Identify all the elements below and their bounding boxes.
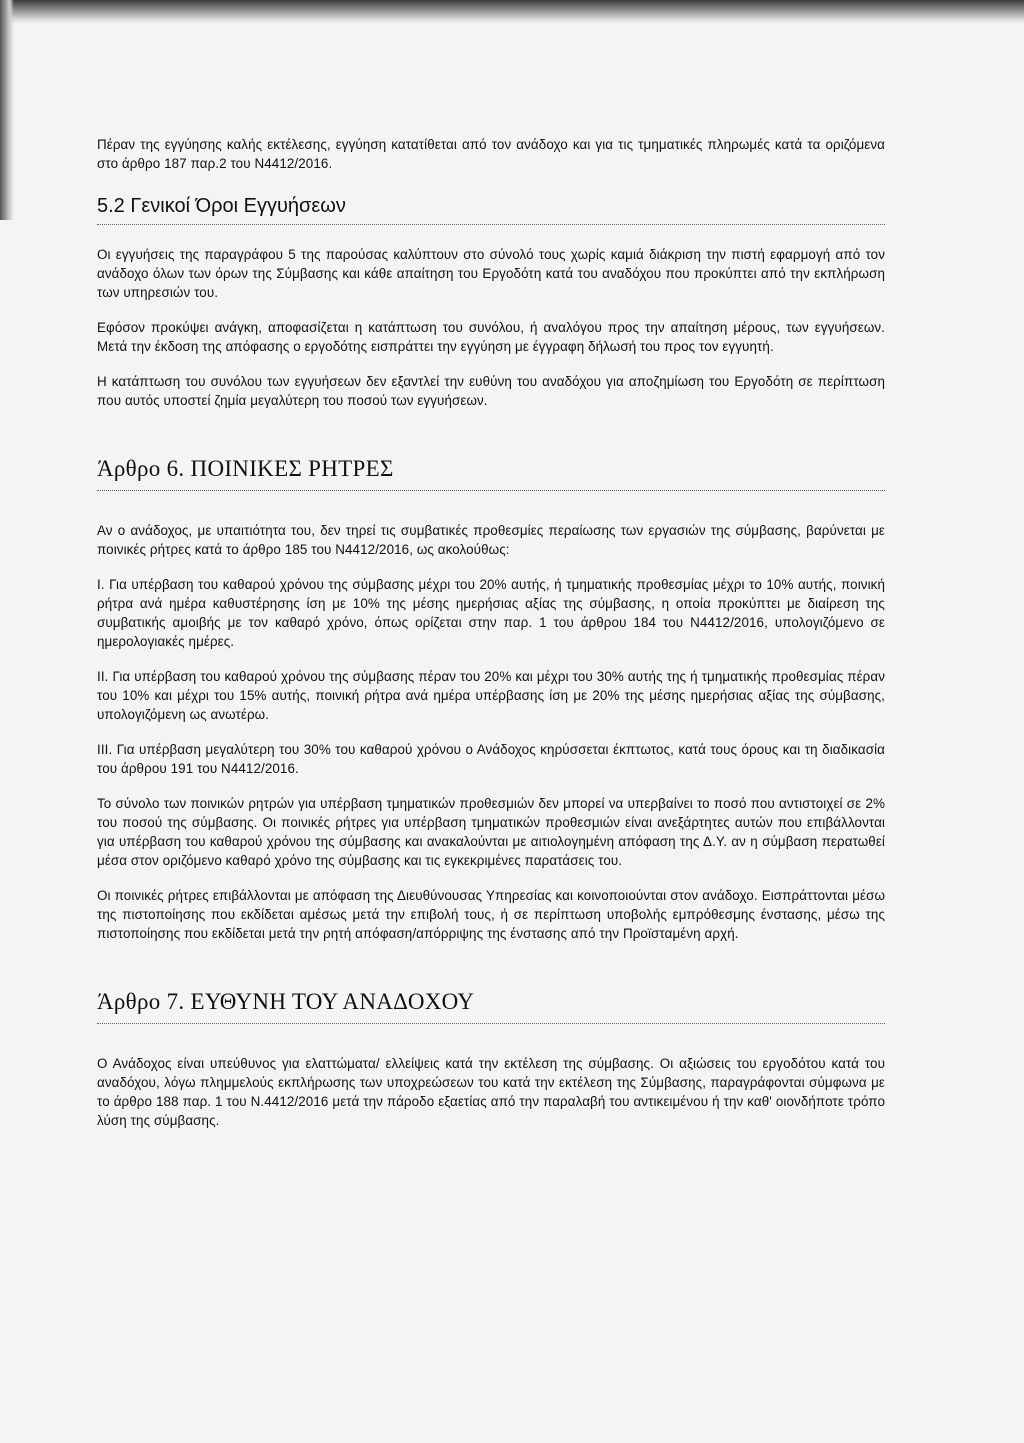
- article-heading-6: Άρθρο 6. ΠΟΙΝΙΚΕΣ ΡΗΤΡΕΣ: [97, 456, 885, 491]
- scan-border-left: [0, 0, 14, 220]
- clause-iii: ΙΙΙ. Για υπέρβαση μεγαλύτερη του 30% του καθαρού χρόνου ο Ανάδοχος κηρύσσεται έκπτωτος, κατά τους όρους και τη διαδικασία του άρθρου 191 του Ν4412/2016.: [97, 742, 885, 776]
- document-page: [97, 135, 885, 1146]
- paragraph: Οι εγγυήσεις της παραγράφου 5 της παρούσας καλύπτουν στο σύνολό τους χωρίς καμιά διάκριση την πιστή εφαρμογή από τον ανάδοχο όλων των όρων της Σύμβασης και κάθε απαίτηση του Εργοδότη κατά του αναδόχου που προκύπτει από την εκπλήρωση των υπηρεσιών του.: [97, 247, 885, 300]
- paragraph: Αν ο ανάδοχος, με υπαιτιότητα του, δεν τηρεί τις συμβατικές προθεσμίες περαίωσης των εργασιών της σύμβασης, βαρύνεται με ποινικές ρήτρες κατά το άρθρο 185 του Ν4412/2016, ως ακολούθως:: [97, 523, 885, 557]
- paragraph: Εφόσον προκύψει ανάγκη, αποφασίζεται η κατάπτωση του συνόλου, ή αναλόγου προς την απαίτηση μέρους, των εγγυήσεων. Μετά την έκδοση της απόφασης ο εργοδότης εισπράττει την εγγύηση με έγγραφη δήλωσή του προς τον εγγυητή.: [97, 320, 885, 354]
- paragraph: Οι ποινικές ρήτρες επιβάλλονται με απόφαση της Διευθύνουσας Υπηρεσίας και κοινοποιούνται στον ανάδοχο. Εισπράττονται μέσω της πιστοποίησης που εκδίδεται αμέσως μετά την επιβολή τους, ή σε περίπτωση υποβολής εμπρόθεσμης ένστασης, μέσω της πιστοποίησης που εκδίδεται μετά την ρητή απόφαση/απόρριψης της ένστασης από την Προϊσταμένη αρχή.: [97, 888, 885, 941]
- section-heading-5-2: 5.2 Γενικοί Όροι Εγγυήσεων: [97, 195, 885, 225]
- scan-border-top: [0, 0, 1024, 24]
- intro-paragraph: Πέραν της εγγύησης καλής εκτέλεσης, εγγύηση κατατίθεται από τον ανάδοχο και για τις τμηματικές πληρωμές κατά τα οριζόμενα στο άρθρο 187 παρ.2 του Ν4412/2016.: [97, 137, 885, 171]
- clause-i: Ι. Για υπέρβαση του καθαρού χρόνου της σύμβασης μέχρι του 20% αυτής, ή τμηματικής προθεσμίας μέχρι το 10% αυτής, ποινική ρήτρα ανά ημέρα καθυστέρησης ίση με 10% της μέσης ημερήσιας αξίας της σύμβασης, η οποία προκύπτει με διαίρεση της συμβατικής αμοιβής με τον καθαρό χρόνο, όπως ορίζεται στην παρ. 1 του άρθρου 184 του Ν4412/2016, υπολογιζόμενο σε ημερολογιακές ημέρες.: [97, 577, 885, 649]
- paragraph: Η κατάπτωση του συνόλου των εγγυήσεων δεν εξαντλεί την ευθύνη του αναδόχου για αποζημίωση του Εργοδότη σε περίπτωση που αυτός υποστεί ζημία μεγαλύτερη του ποσού των εγγυήσεων.: [97, 374, 885, 408]
- clause-ii: ΙΙ. Για υπέρβαση του καθαρού χρόνου της σύμβασης πέραν του 20% και μέχρι του 30% αυτής της ή τμηματικής προθεσμίας πέραν του 10% και μέχρι του 15% αυτής, ποινική ρήτρα ανά ημέρα υπέρβασης ίση με 20% της μέσης ημερήσιας αξίας της σύμβασης, υπολογιζόμενη ως ανωτέρω.: [97, 669, 885, 722]
- paragraph: Το σύνολο των ποινικών ρητρών για υπέρβαση τμηματικών προθεσμιών δεν μπορεί να υπερβαίνει το ποσό που αντιστοιχεί σε 2% του ποσού της σύμβασης. Οι ποινικές ρήτρες για υπέρβαση τμηματικών προθεσμιών είναι ανεξάρτητες αυτών που επιβάλλονται για υπέρβαση του καθαρού χρόνου της σύμβασης και ανακαλούνται με αιτιολογημένη απόφαση της Δ.Υ. αν η σύμβαση περατωθεί μέσα στον οριζόμενο καθαρό χρόνο της σύμβασης και τις εγκεκριμένες παρατάσεις του.: [97, 796, 885, 868]
- paragraph: Ο Ανάδοχος είναι υπεύθυνος για ελαττώματα/ ελλείψεις κατά την εκτέλεση της σύμβασης. Οι αξιώσεις του εργοδότου κατά του αναδόχου, λόγω πλημμελούς εκπλήρωσης των υποχρεώσεων του κατά την εκτέλεση της Σύμβασης, παραγράφονται σύμφωνα με το άρθρο 188 παρ. 1 του Ν.4412/2016 μετά την πάροδο εξαετίας από την παραλαβή του αντικειμένου ή την καθ' οιονδήποτε τρόπο λύση της σύμβασης.: [97, 1056, 885, 1128]
- article-heading-7: Άρθρο 7. ΕΥΘΥΝΗ ΤΟΥ ΑΝΑΔΟΧΟΥ: [97, 989, 885, 1024]
